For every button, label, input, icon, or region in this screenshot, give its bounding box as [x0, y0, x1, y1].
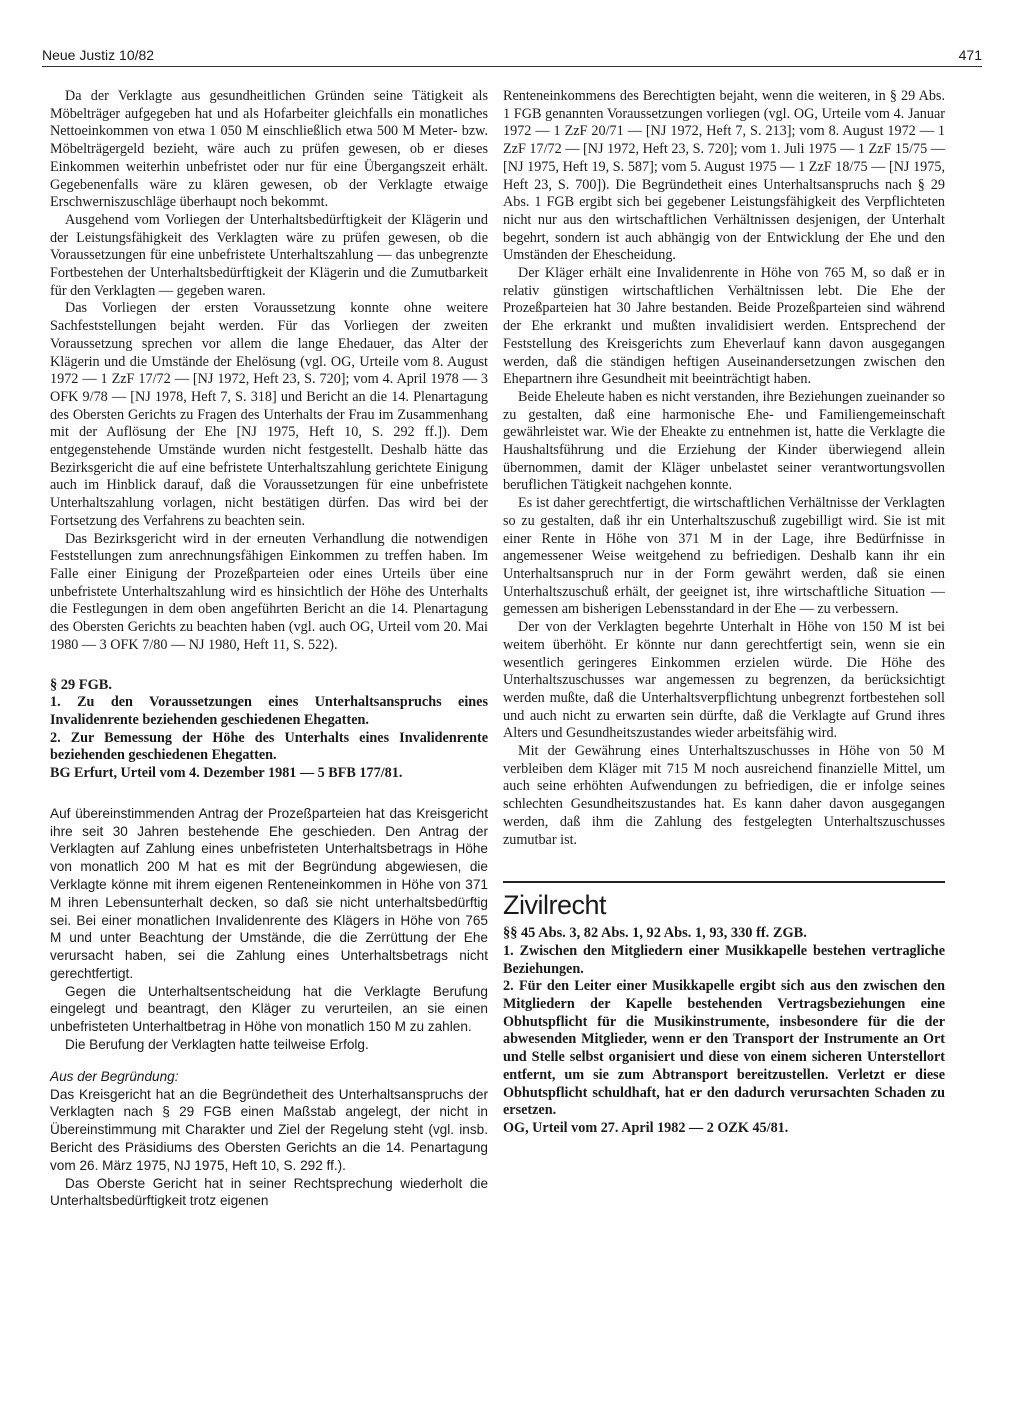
left-column [50, 88, 488, 1210]
journal-title: Neue Justiz 10/82 [42, 47, 155, 63]
headnote-1: 1. Zwischen den Mitgliedern einer Musikkapelle bestehen vertragliche Beziehungen. [503, 942, 945, 977]
facts-paragraph: Gegen die Unterhaltsentscheidung hat die Verklagte Berufung eingelegt und beantragt, den Kläger zu verurteilen, an sie einen unbefristeten Unterhaltbetrag in Höhe von monatlich 150 M zu zahlen. [50, 983, 488, 1035]
body-paragraph: Renteneinkommens des Berechtigten bejaht, wenn die weiteren, in § 29 Abs. 1 FGB genannten Voraussetzungen vorliegen (vgl. OG, Urteile vom 4. Januar 1972 — 1 ZzF 20/71 — [NJ 1972, Heft 7, S. 213]; vom 8. August 1972 — 1 ZzF 17/72 — [NJ 1972, Heft 23, S. 720]; vom 1. Juli 1975 — 1 ZzF 15/75 — [NJ 1975, Heft 19, S. 587]; vom 5. August 1975 — 1 ZzF 18/75 — [NJ 1975, Heft 23, S. 700]). Die Begründetheit eines Unterhaltsanspruchs nach § 29 Abs. 1 FGB ergibt sich bei gegebener Leistungsfähigkeit des Verpflichteten nicht nur aus den wirtschaftlichen Verhältnissen desjenigen, der Unterhalt begehrt, sondern ist auch abhängig von der Entwicklung der Ehe und den Umständen der Ehescheidung. [503, 88, 945, 264]
body-paragraph: Ausgehend vom Vorliegen der Unterhaltsbedürftigkeit der Klägerin und der Leistungsfähigkeit des Verklagten wäre zu prüfen gewesen, ob die Voraussetzungen für eine unbefristete Unterhaltszahlung — das unbegrenzte Fortbestehen der Unterhaltsbedürftigkeit der Klägerin und die Zumutbarkeit für den Verklagten — gegeben waren. [50, 211, 488, 299]
body-paragraph: Der von der Verklagten begehrte Unterhalt in Höhe von 150 M ist bei weitem überhöht. Er könnte nur dann gerechtfertigt sein, wenn sie ein wesentlich geringeres Einkommen erzielen würde. Die Höhe des Unterhaltszuschusses war angemessen zu begrenzen, da berücksichtigt werden mußte, daß die Unterhaltsverpflichtung unbegrenzt fortbestehen soll und auch nicht zu erwarten sein dürfte, daß die Verklagte auf Grund ihres Alters und Gesundheitszustandes wieder arbeitsfähig wird. [503, 619, 945, 742]
body-paragraph: Beide Eheleute haben es nicht verstanden, ihre Beziehungen zueinander so zu gestalten, daß eine harmonische Ehe- und Familiengemeinschaft gewährleistet war. Wie der Eheakte zu entnehmen ist, hatte die Verklagte die Haushaltsführung und die Erziehung der Kinder überwiegend allein übernommen, damit der Kläger unbelastet seiner verantwortungsvollen beruflichen Tätigkeit nachgehen konnte. [503, 388, 945, 494]
reasons-paragraph: Das Oberste Gericht hat in seiner Rechtsprechung wiederholt die Unterhaltsbedürftigkeit trotz eigenen [50, 1175, 488, 1209]
reasons-heading: Aus der Begründung: [50, 1068, 179, 1084]
reasons-block [50, 1068, 488, 1210]
reasons-paragraph: Das Kreisgericht hat an die Begründetheit des Unterhaltsanspruchs der Verklagten nach § 29 FGB einen Maßstab angelegt, der nicht in Übereinstimmung mit Charakter und Ziel der Regelung steht (vgl. insb. Bericht des Präsidiums des Obersten Gerichts an die 14. Penartagung vom 26. März 1975, NJ 1975, Heft 10, S. 292 ff.). [50, 1086, 488, 1173]
facts-paragraph: Auf übereinstimmenden Antrag der Prozeßparteien hat das Kreisgericht ihre seit 30 Jahren bestehende Ehe geschieden. Den Antrag der Verklagten auf Zahlung eines unbefristeten Unterhaltsbetrags in Höhe von monatlich 200 M hat es mit der Begründung abgewiesen, die Verklagte könne mit ihrem eigenen Renteneinkommen in Höhe von 371 M ihren Lebensunterhalt decken, so daß sie nicht unterhaltsbedürftig sei. Bei einer monatlichen Invalidenrente des Klägers in Höhe von 765 M und unter Beachtung der Umstände, die die Zerrüttung der Ehe verursacht haben, sei die Zahlung eines Unterhaltsbetrags nicht gerechtfertigt. [50, 805, 488, 981]
norm-reference: §§ 45 Abs. 3, 82 Abs. 1, 92 Abs. 1, 93, 330 ff. ZGB. [503, 925, 807, 942]
court-citation: BG Erfurt, Urteil vom 4. Dezember 1981 — 5 BFB 177/81. [50, 765, 403, 782]
right-column [503, 88, 945, 1138]
headnote-2: 2. Zur Bemessung der Höhe des Unterhalts eines Invalidenrente beziehenden geschiedenen Ehegatten. [50, 729, 488, 764]
facts-paragraph: Die Berufung der Verklagten hatte teilweise Erfolg. [65, 1037, 369, 1053]
section-zivilrecht [503, 881, 945, 1137]
body-paragraph: Das Vorliegen der ersten Voraussetzung konnte ohne weitere Sachfeststellungen bejaht werden. Für das Vorliegen der zweiten Voraussetzung sprechen vor allem die lange Ehedauer, das Alter der Klägerin und die Umstände der Ehelösung (vgl. OG, Urteile vom 8. August 1972 — 1 ZzF 17/72 — [NJ 1972, Heft 23, S. 720]; vom 4. April 1978 — 3 OFK 9/78 — [NJ 1978, Heft 7, S. 318] und Bericht an die 14. Plenartagung des Obersten Gerichts zu Fragen des Unterhalts der Frau im Zusammenhang mit der Auflösung der Ehe [NJ 1975, Heft 10, S. 292 ff.]). Dem entgegenstehende Umstände wurden nicht festgestellt. Deshalb hätte das Bezirksgericht die auf eine befristete Unterhaltszahlung gerichtete Einigung auch im Hinblick darauf, daß die Voraussetzungen für eine unbefristete Unterhaltszahlung vorlagen, nicht bestätigen dürfen. Das wird bei der Fortsetzung des Verfahrens zu beachten sein. [50, 300, 488, 529]
body-paragraph: Der Kläger erhält eine Invalidenrente in Höhe von 765 M, so daß er in relativ günstigen wirtschaftlichen Verhältnissen lebt. Die Ehe der Prozeßparteien hat 30 Jahre bestanden. Beide Prozeßparteien sind während der Ehe erkrankt und mußten invalidisiert werden. Entsprechend der Feststellung des Kreisgerichts zum Eheverlauf kann davon ausgegangen werden, daß die ständigen heftigen Auseinandersetzungen zwischen den Ehepartnern ihre Gesundheit mit beeinträchtigt haben. [503, 265, 945, 388]
page-header [42, 40, 982, 67]
court-citation: OG, Urteil vom 27. April 1982 — 2 OZK 45/81. [503, 1119, 789, 1136]
section-title: Zivilrecht [503, 890, 607, 921]
headnote-1: 1. Zu den Voraussetzungen eines Unterhaltsanspruchs eines Invalidenrente beziehenden geschiedenen Ehegatten. [50, 694, 488, 728]
body-paragraph: Es ist daher gerechtfertigt, die wirtschaftlichen Verhältnisse der Verklagten so zu gestalten, daß ihr ein Unterhaltszuschuß zugebilligt wird. Sie ist mit einer Rente in Höhe von 371 M in der Lage, ihre Bedürfnisse in angemessener Weise weitgehend zu befriedigen. Deshalb kann ihr ein Unterhaltsanspruch nur in der Form gewährt werden, daß sie einen Unterhaltszuschuß erhält, der geeignet ist, ihre wirtschaftliche Situation — gemessen am bisherigen Lebensstandard in der Ehe — zu verbessern. [503, 495, 945, 618]
body-paragraph: Da der Verklagte aus gesundheitlichen Gründen seine Tätigkeit als Möbelträger aufgegeben hat und als Hofarbeiter gleichfalls ein monatliches Nettoeinkommen von etwa 1 050 M einschließlich etwa 500 M Meter- bzw. Möbelträgergeld bezieht, wäre auch zu prüfen gewesen, ob er dieses Einkommen weiterhin unbefristet oder nur für eine Übergangszeit erhält. Gegebenenfalls wäre zu klären gewesen, ob der Verklagte etwaige Erschwerniszuschläge überhaupt noch bekommt. [50, 88, 488, 211]
page-number: 471 [958, 47, 982, 63]
headnote-2: 2. Für den Leiter einer Musikkapelle ergibt sich aus den zwischen den Mitgliedern der Kapelle bestehenden Vertragsbeziehungen eine Obhutspflicht für die Musikinstrumente, insbesondere für die der abwesenden Mitglieder, wenn er den Transport der Instrumente an Ort und Stelle selbst organisiert und diese von einem sicheren Unterstellort entfernt, um sie zum Abtransport bereitzustellen. Verletzt er diese Obhutspflicht schuldhaft, hat er den dadurch verursachten Schaden zu ersetzen. [503, 978, 945, 1119]
norm-reference: § 29 FGB. [50, 676, 112, 693]
facts-block [50, 805, 488, 1054]
body-paragraph: Das Bezirksgericht wird in der erneuten Verhandlung die notwendigen Feststellungen zum anrechnungsfähigen Einkommen zu treffen haben. Im Falle einer Einigung der Prozeßparteien oder eines Urteils über eine unbefristete Unterhaltszahlung wird es hinsichtlich der Höhe des Unterhalts die Festlegungen in dem oben angeführten Bericht an die 14. Plenartagung des Obersten Gerichts zu beachten haben (vgl. auch OG, Urteil vom 20. Mai 1980 — 3 OFK 7/80 — NJ 1980, Heft 11, S. 522). [50, 530, 488, 653]
body-paragraph: Mit der Gewährung eines Unterhaltszuschusses in Höhe von 50 M verbleiben dem Kläger mit 715 M noch ausreichend finanzielle Mittel, um auch seine erhöhten Aufwendungen zu befriedigen, die er infolge seines schlechten Gesundheitszustandes hat. Es kann daher davon ausgegangen werden, daß ihm die Zahlung des festgelegten Unterhaltszuschusses zumutbar ist. [503, 743, 945, 848]
